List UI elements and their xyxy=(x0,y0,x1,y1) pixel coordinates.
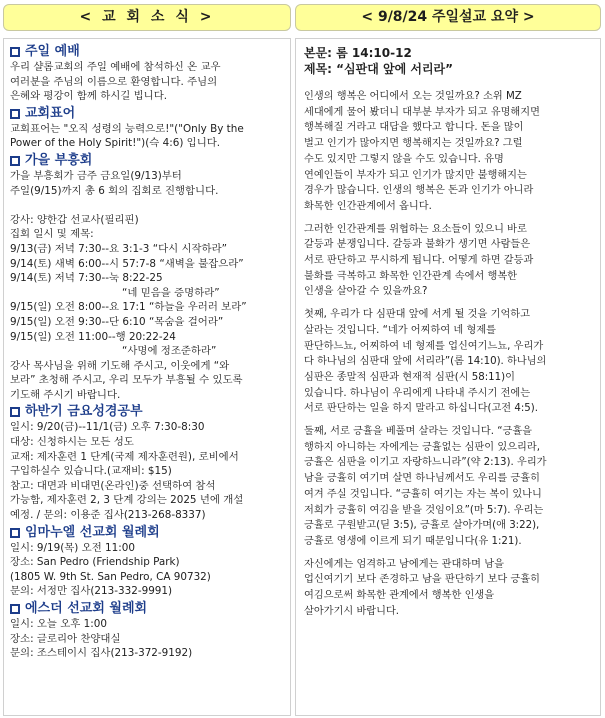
section-title-text: 가을 부흥회 xyxy=(25,152,93,168)
news-line: 일시: 9/20(금)--11/1(금) 오후 7:30-8:30 xyxy=(10,421,205,434)
sermon-line: 저희가 긍휼히 여김을 받을 것임이요”(마 5:7). 우리는 xyxy=(304,504,544,516)
news-line: 9/15(일) 오전 9:30--단 6:10 “목숨을 걸어라” xyxy=(10,315,224,328)
news-line: Power of the Holy Spirit!")(슥 4:6) 입니다. xyxy=(10,137,221,150)
sermon-line: 수도 있지만 그렇지 않을 수도 있습니다. 유명 xyxy=(304,153,504,165)
sermon-line: 서로 판단하는 일을 하지 말라고 하십니다(고전 4:5). xyxy=(304,403,538,415)
section-title-text: 주일 예배 xyxy=(25,44,80,59)
news-line: 예정. / 문의: 이용준 집사(213-268-8337) xyxy=(10,509,206,522)
news-line: (1805 W. 9th St. San Pedro, CA 90732) xyxy=(10,570,211,583)
news-line: 주일(9/15)까지 총 6 회의 집회로 진행합니다. xyxy=(10,184,219,197)
sermon-line: 불화를 극복하고 화목한 인간관계 속에서 행복한 xyxy=(304,270,518,282)
sermon-line: 남을 긍휼히 여기며 살면 하나님께서도 우리를 긍휼히 xyxy=(304,473,540,485)
news-line: 강사 목사님을 위해 기도해 주시고, 이웃에게 “와 xyxy=(10,359,230,372)
news-line: 9/14(토) 새벽 6:00--시 57:7-8 “새벽을 불잡으라” xyxy=(10,257,244,270)
sermon-line: 다 하나님의 심판대 앞에 서리라”(롬 14:10). 하나님의 xyxy=(304,356,547,368)
news-line: 문의: 서정만 집사(213-332-9991) xyxy=(10,585,173,598)
sermon-line: 벌고 인기가 많아지면 행복해지는 것일까요? 그럴 xyxy=(304,138,523,150)
square-bullet-icon xyxy=(10,528,20,538)
square-bullet-icon xyxy=(10,604,20,614)
sermon-line: 그러한 인간관계를 위협하는 요소들이 있으니 바로 xyxy=(304,223,527,235)
news-line: 대상: 신청하시는 모든 성도 xyxy=(10,436,134,449)
church-news-column xyxy=(3,38,291,716)
section-title-text: 교회표어 xyxy=(25,105,76,121)
square-bullet-icon xyxy=(10,47,20,57)
sermon-line: 긍휼로 구원받고(딛 3:5), 긍휼로 살아가며(애 3:22), xyxy=(304,520,540,532)
sermon-line: 긍휼은 심판을 이기고 자랑하느니라”(약 2:13). 우리가 xyxy=(304,457,547,469)
sermon-line: 첫째, 우리가 다 심판대 앞에 서게 될 것을 기억하고 xyxy=(304,309,530,321)
section-title xyxy=(10,525,284,541)
news-line: 강사: 양한갑 선교사(필리핀) xyxy=(10,213,139,226)
news-line: 문의: 조스테이시 집사(213-372-9192) xyxy=(10,647,193,660)
section-title xyxy=(10,106,284,122)
sermon-line: 인생의 행복은 어디에서 오는 것일까요? 소위 MZ xyxy=(304,91,522,102)
sermon-line: 있습니다. 하나님이 우리에게 나타내 주시기 전에는 xyxy=(304,387,531,399)
sermon-line: 행하지 아니하는 자에게는 긍휼없는 심판이 있으리라, xyxy=(304,441,540,453)
news-line: 일시: 9/19(목) 오전 11:00 xyxy=(10,541,135,554)
news-line: 우리 샬롬교회의 주일 예배에 참석하신 온 교우 xyxy=(10,61,221,73)
news-line: “네 믿음을 증명하라” xyxy=(122,286,220,299)
section-title-text: 에스더 선교회 월례회 xyxy=(25,601,148,616)
news-line: 가능함, 제자훈련 2, 3 단계 강의는 2025 년에 개설 xyxy=(10,494,244,507)
sermon-line: 자신에게는 엄격하고 남에게는 관대하며 남을 xyxy=(304,558,504,570)
square-bullet-icon xyxy=(10,109,20,119)
sermon-line: 세대에게 물어 봤더니 대부분 부자가 되고 유명해지면 xyxy=(304,106,540,118)
sermon-line: 행복해질 거라고 대답을 했다고 합니다. 돈을 많이 xyxy=(304,122,524,134)
sermon-line: 여겨 주실 것입니다. “긍휼히 여기는 자는 복이 있나니 xyxy=(304,488,542,500)
section-title xyxy=(10,153,284,169)
news-line: 일시: 오늘 오후 1:00 xyxy=(10,618,107,630)
section-title-text: 임마누엘 선교회 월례회 xyxy=(25,524,160,540)
sermon-summary-header: < 9/8/24 주일설교 요약 > xyxy=(295,4,601,31)
sermon-line: 둘째, 서로 긍휼을 베풀며 살라는 것입니다. “긍휼을 xyxy=(304,426,533,438)
news-line: 교회표어는 "오직 성령의 능력으로!"("Only By the xyxy=(10,122,244,135)
news-line: 9/15(일) 오전 11:00--행 20:22-24 xyxy=(10,330,176,343)
news-line: 여러분을 주님의 이름으로 환영합니다. 주님의 xyxy=(10,75,218,88)
sermon-line: 살라는 것입니다. “네가 어찌하여 네 형제를 xyxy=(304,324,497,336)
sermon-line: 심판은 종말적 심판과 현재적 심판(시 58:11)이 xyxy=(304,371,515,383)
news-line: 가을 부흥회가 금주 금요일(9/13)부터 xyxy=(10,169,182,182)
church-news-header: < 교 회 소 식 > xyxy=(3,4,291,31)
sermon-line: 서로 판단하고 무시하게 됩니다. 어떻게 하면 갈등과 xyxy=(304,255,534,267)
sermon-line: 화목한 인간관계에서 옵니다. xyxy=(304,200,432,212)
news-line: 9/13(금) 저녁 7:30--요 3:1-3 “다시 시작하라” xyxy=(10,242,228,255)
sermon-summary-column xyxy=(295,38,601,716)
sermon-body xyxy=(304,89,592,620)
news-line: 9/15(일) 오전 8:00--요 17:1 “하늘을 우러러 보라” xyxy=(10,301,247,314)
square-bullet-icon xyxy=(10,156,20,166)
news-line: 장소: San Pedro (Friendship Park) xyxy=(10,556,180,569)
sermon-paragraph xyxy=(304,557,592,620)
sermon-paragraph xyxy=(304,89,592,215)
sermon-line: 인생을 살아갈 수 있을까요? xyxy=(304,286,428,298)
sermon-line: 긍휼로 영생에 이르게 되기 때문입니다(유 1:21). xyxy=(304,535,522,547)
news-line: 집회 일시 및 제목: xyxy=(10,228,94,241)
news-line: 기도해 주시기 바랍니다. xyxy=(10,388,121,401)
sermon-line: 경우가 많습니다. 인생의 행복은 돈과 인기가 아니라 xyxy=(304,185,534,197)
sermon-paragraph xyxy=(304,307,592,417)
sermon-paragraph xyxy=(304,424,592,550)
news-line: 보라” 초청해 주시고, 우리 모두가 부흥될 수 있도록 xyxy=(10,374,243,387)
sermon-line: 판단하느뇨, 어찌하여 네 형제를 업신여기느뇨, 우리가 xyxy=(304,340,544,352)
square-bullet-icon xyxy=(10,407,20,417)
news-line: 참고: 대면과 비대면(온라인)중 선택하여 참석 xyxy=(10,479,216,492)
news-line xyxy=(10,198,284,213)
section-title xyxy=(10,44,284,60)
section-title xyxy=(10,601,284,617)
news-line: 9/14(토) 저녁 7:30--눅 8:22-25 xyxy=(10,272,163,285)
sermon-line: 여김으로써 화목한 관계에서 행복한 인생을 xyxy=(304,590,495,602)
news-line: “사명에 정조준하라” xyxy=(122,345,217,358)
news-line: 교재: 제자훈련 1 단계(국제 제자훈련원), 로비에서 xyxy=(10,450,239,463)
sermon-paragraph xyxy=(304,222,592,301)
news-line: 구입하실수 있습니다.(교재비: $15) xyxy=(10,465,172,478)
news-line: 장소: 글로리아 찬양대실 xyxy=(10,632,121,645)
sermon-text-reference: 본문: 롬 14:10-12 xyxy=(304,46,412,60)
sermon-line: 연예인들이 부자가 되고 인기가 많지만 불행해지는 xyxy=(304,169,527,181)
sermon-line: 갈등과 분쟁입니다. 갈등과 불화가 생기면 사람들은 xyxy=(304,239,531,251)
sermon-title: 제목: “심판대 앞에 서리라” xyxy=(304,62,454,76)
news-line: 은혜와 평강이 함께 하시길 빕니다. xyxy=(10,90,168,103)
sermon-line: 살아가기시 바랍니다. xyxy=(304,605,400,617)
section-title-text: 하반기 금요성경공부 xyxy=(25,404,143,420)
section-title xyxy=(10,404,284,420)
sermon-line: 업신여기기 보다 존경하고 남을 판단하기 보다 긍휼히 xyxy=(304,574,540,586)
